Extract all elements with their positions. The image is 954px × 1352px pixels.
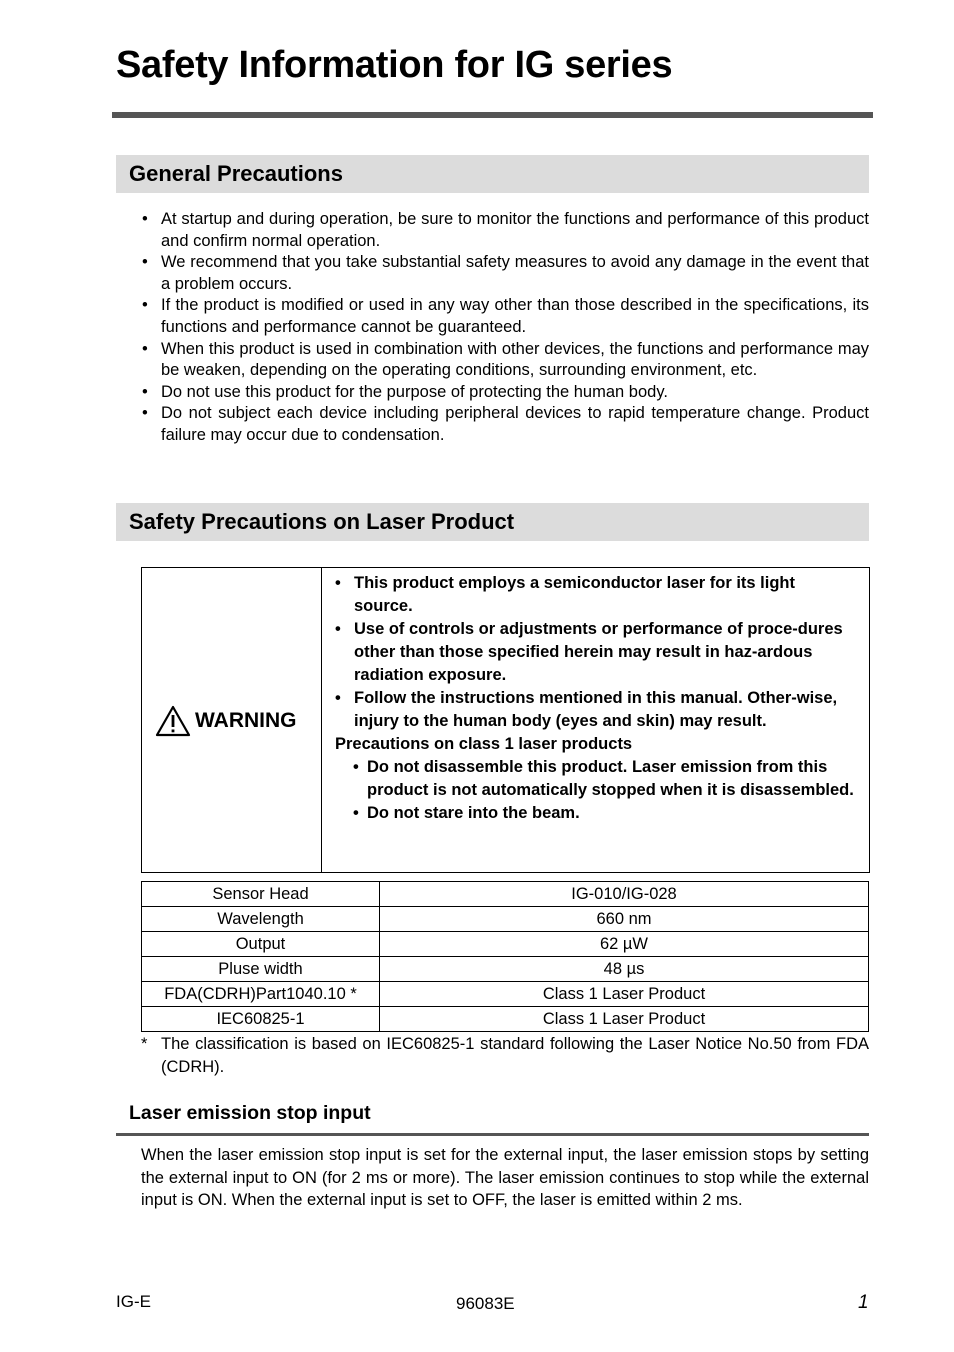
general-precautions-list — [142, 209, 869, 447]
warning-label — [155, 705, 297, 737]
list-item: • At startup and during operation, be sure to monitor the functions and performance of this product and confirm normal operation. — [142, 209, 869, 252]
table-row — [142, 1007, 869, 1032]
table-row — [142, 982, 869, 1007]
spec-value: 62 µW — [380, 932, 869, 957]
footer-model: IG-E — [116, 1292, 151, 1311]
class1-title: Precautions on class 1 laser products — [335, 735, 633, 753]
list-item: • We recommend that you take substantial safety measures to avoid any damage in the event that a problem occurs. — [142, 252, 869, 295]
general-precautions-header — [116, 155, 869, 193]
list-item: • Follow the instructions mentioned in this manual. Other-wise, injury to the human body (eyes and skin) may result. — [335, 687, 858, 733]
spec-label: Output — [142, 932, 380, 957]
list-item: • Do not disassemble this product. Laser emission from this product is not automatically stopped when it is disassembled. — [353, 756, 858, 802]
page-title: Safety Information for IG series — [116, 44, 673, 86]
spec-value: 660 nm — [380, 907, 869, 932]
table-row — [142, 957, 869, 982]
classification-footnote — [141, 1033, 869, 1078]
spec-label: FDA(CDRH)Part1040.10 * — [142, 982, 380, 1007]
footnote-text: The classification is based on IEC60825-1 standard following the Laser Notice No.50 from FDA (CDRH). — [161, 1035, 869, 1076]
page-number: 1 — [858, 1292, 869, 1313]
table-row — [142, 907, 869, 932]
spec-label: Sensor Head — [142, 882, 380, 907]
list-item: • Do not subject each device including peripheral devices to rapid temperature change. Product failure may occur due to condensation. — [142, 403, 869, 446]
spec-label: IEC60825-1 — [142, 1007, 380, 1032]
list-item: • Use of controls or adjustments or performance of proce-dures other than those specified herein may result in haz-ardous radiation exposure. — [335, 618, 858, 687]
laser-precautions-header — [116, 503, 869, 541]
stop-input-body: When the laser emission stop input is set for the external input, the laser emission stops by setting the external input to ON (for 2 ms or more). The laser emission continues to stop while the external input is ON. When the external input is set to OFF, the laser is emitted within 2 ms. — [141, 1146, 869, 1210]
list-item: • If the product is modified or used in any way other than those described in the specifications, its functions and performance cannot be guaranteed. — [142, 295, 869, 338]
class1-list — [335, 756, 858, 825]
laser-spec-table — [141, 881, 869, 1032]
list-item: • When this product is used in combination with other devices, the functions and performance may be weaken, depending on the operating conditions, surrounding environment, etc. — [142, 339, 869, 382]
footnote-mark: * — [141, 1035, 148, 1053]
spec-value: IG-010/IG-028 — [380, 882, 869, 907]
warning-label-cell — [142, 568, 322, 872]
spec-label: Pluse width — [142, 957, 380, 982]
stop-input-heading: Laser emission stop input — [129, 1102, 371, 1124]
table-row — [142, 882, 869, 907]
spec-value: Class 1 Laser Product — [380, 982, 869, 1007]
warning-triangle-icon — [155, 705, 191, 737]
table-row — [142, 932, 869, 957]
footer-doc-number: 96083E — [456, 1294, 515, 1313]
section-heading: Safety Precautions on Laser Product — [129, 509, 515, 534]
stop-input-rule — [116, 1133, 869, 1136]
warning-content — [335, 572, 858, 825]
spec-value: 48 µs — [380, 957, 869, 982]
list-item: • Do not stare into the beam. — [353, 802, 858, 825]
warning-box — [141, 567, 870, 873]
list-item: • This product employs a semiconductor laser for its light source. — [335, 572, 858, 618]
list-item: • Do not use this product for the purpose of protecting the human body. — [142, 382, 869, 404]
warning-list — [335, 572, 858, 733]
warning-text: WARNING — [195, 709, 297, 732]
title-rule — [112, 112, 873, 118]
spec-value: Class 1 Laser Product — [380, 1007, 869, 1032]
spec-label: Wavelength — [142, 907, 380, 932]
section-heading: General Precautions — [129, 161, 343, 186]
